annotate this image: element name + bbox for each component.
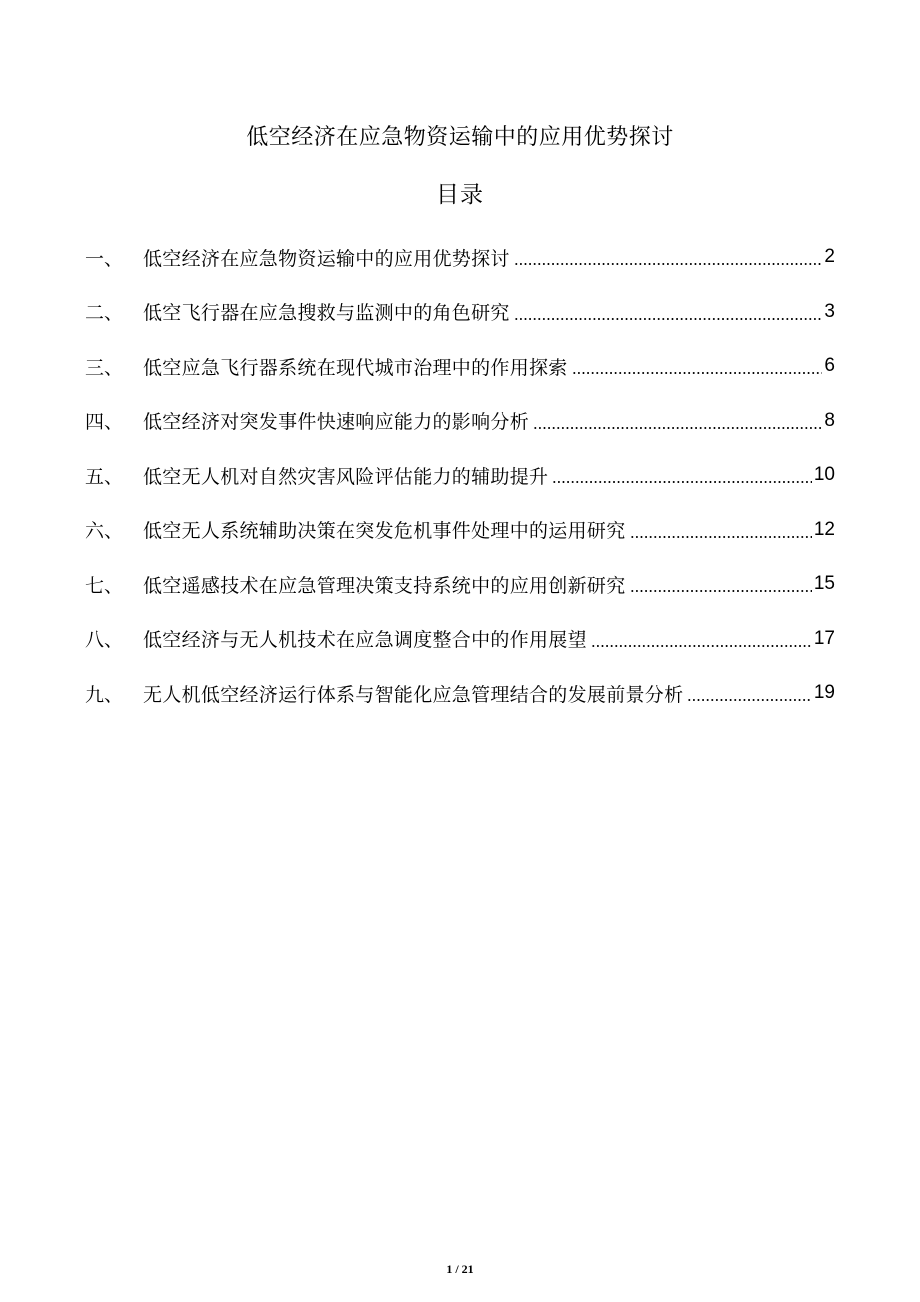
table-of-contents <box>85 230 835 721</box>
toc-entry[interactable] <box>85 230 835 285</box>
toc-entry-title: 无人机低空经济运行体系与智能化应急管理结合的发展前景分析 <box>143 683 684 706</box>
toc-leader-dots <box>514 318 823 320</box>
toc-entry-page: 17 <box>813 627 835 649</box>
toc-leader-dots <box>533 427 822 429</box>
toc-leader-dots <box>572 372 823 374</box>
toc-entry-title: 低空遥感技术在应急管理决策支持系统中的应用创新研究 <box>143 574 626 597</box>
toc-entry-title: 低空飞行器在应急搜救与监测中的角色研究 <box>143 302 510 325</box>
toc-entry-page: 8 <box>824 409 835 431</box>
toc-entry[interactable] <box>85 503 835 558</box>
toc-entry-page: 19 <box>813 682 835 704</box>
toc-entry-page: 6 <box>824 355 835 377</box>
toc-entry-page: 10 <box>813 464 835 486</box>
toc-entry-page: 2 <box>824 246 835 268</box>
toc-entry-title: 低空经济在应急物资运输中的应用优势探讨 <box>143 247 510 270</box>
toc-leader-dots <box>552 481 812 483</box>
toc-entry-number: 一、 <box>85 247 124 270</box>
toc-entry-page: 12 <box>813 518 835 540</box>
toc-entry[interactable] <box>85 448 835 503</box>
toc-entry[interactable] <box>85 612 835 667</box>
toc-leader-dots <box>514 263 823 265</box>
toc-entry-number: 五、 <box>85 465 124 488</box>
toc-entry-title: 低空无人系统辅助决策在突发危机事件处理中的运用研究 <box>143 520 626 543</box>
toc-entry[interactable] <box>85 394 835 449</box>
toc-leader-dots <box>591 645 812 647</box>
toc-entry-number: 八、 <box>85 629 124 652</box>
document-title: 低空经济在应急物资运输中的应用优势探讨 <box>246 125 674 150</box>
toc-entry-number: 九、 <box>85 683 124 706</box>
toc-heading: 目录 <box>436 182 484 208</box>
toc-leader-dots <box>630 536 812 538</box>
toc-entry-title: 低空无人机对自然灾害风险评估能力的辅助提升 <box>143 465 549 488</box>
toc-entry[interactable] <box>85 285 835 340</box>
toc-entry-title: 低空经济对突发事件快速响应能力的影响分析 <box>143 411 530 434</box>
toc-leader-dots <box>687 699 811 701</box>
toc-entry-title: 低空应急飞行器系统在现代城市治理中的作用探索 <box>143 356 568 379</box>
toc-entry-number: 二、 <box>85 302 124 325</box>
toc-leader-dots <box>630 590 812 592</box>
toc-entry-title: 低空经济与无人机技术在应急调度整合中的作用展望 <box>143 629 587 652</box>
toc-entry-number: 四、 <box>85 411 124 434</box>
toc-entry-number: 六、 <box>85 520 124 543</box>
toc-entry[interactable] <box>85 666 835 721</box>
toc-entry[interactable] <box>85 557 835 612</box>
toc-entry-number: 三、 <box>85 356 124 379</box>
toc-entry-page: 15 <box>813 573 835 595</box>
toc-entry-page: 3 <box>824 300 835 322</box>
toc-entry-number: 七、 <box>85 574 124 597</box>
page-indicator: 1 / 21 <box>446 1262 474 1276</box>
toc-entry[interactable] <box>85 339 835 394</box>
